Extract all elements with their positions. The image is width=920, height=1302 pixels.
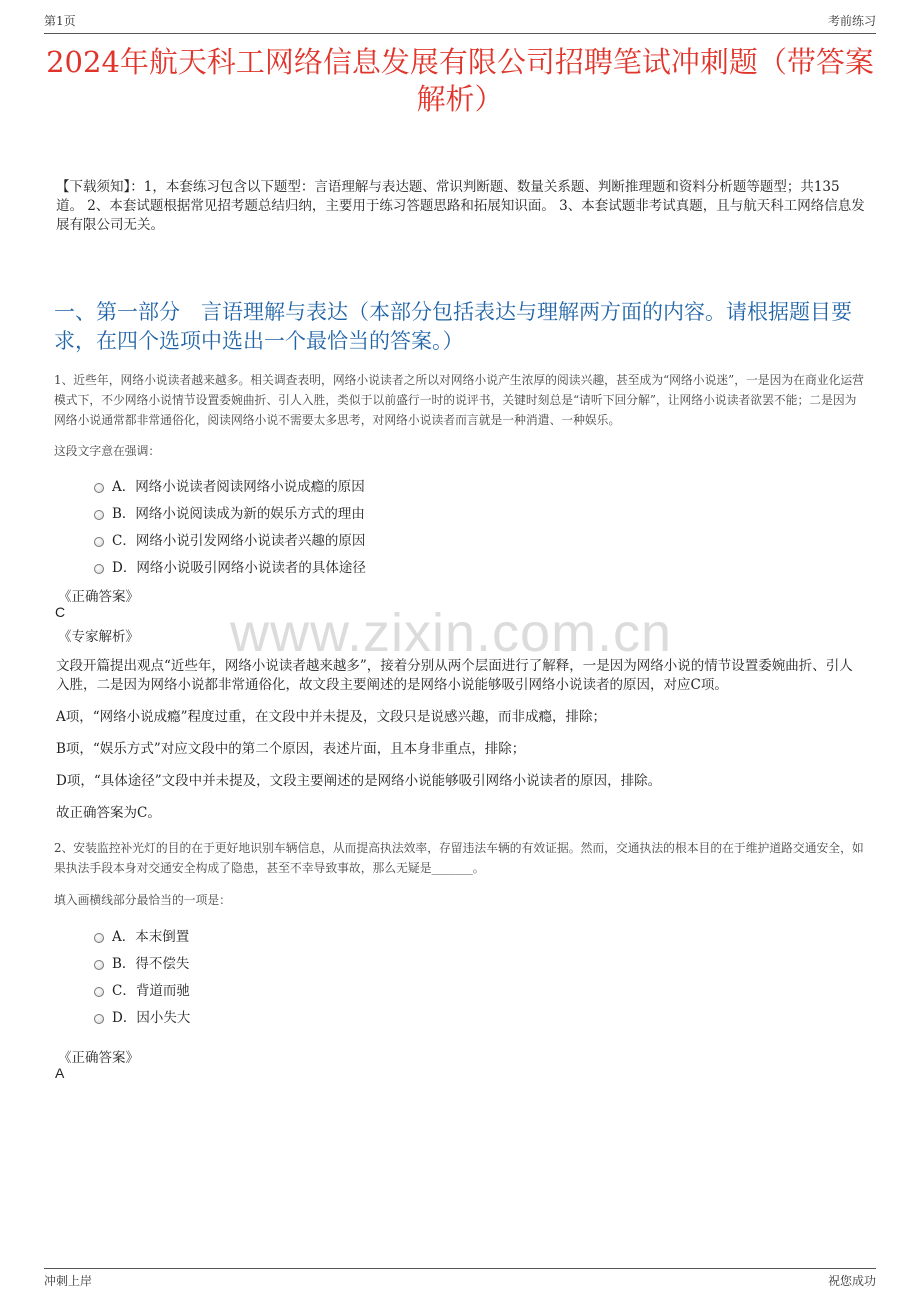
q1-option-b[interactable] (94, 501, 365, 523)
q1-option-c[interactable] (94, 528, 365, 550)
q1-answer-label: 《正确答案》 (58, 589, 139, 605)
option-label: C．背道而驰 (112, 983, 190, 999)
q1-analysis-label: 《专家解析》 (58, 629, 139, 645)
q1-option-a[interactable] (94, 474, 365, 496)
radio-icon[interactable] (94, 933, 104, 943)
download-notice: 【下载须知】：1，本套练习包含以下题型：言语理解与表达题、常识判断题、数量关系题、判断推理题和资料分析题等题型；共135道。 2、本套试题根据常见招考题总结归纳，主要用于练习答题思路和拓展知识面。 3、本套试题非考试真题，且与航天科工网络信息发展有限公司无关。 (56, 179, 865, 233)
option-label: A．本末倒置 (112, 929, 190, 945)
radio-icon[interactable] (94, 1014, 104, 1024)
q1-answer: C (55, 604, 66, 620)
q1-analysis-paragraph: A项，“网络小说成瘾”程度过重，在文段中并未提及，文段只是说感兴趣，而非成瘾，排除； (56, 709, 607, 725)
header-divider (44, 33, 876, 34)
option-label: C．网络小说引发网络小说读者兴趣的原因 (112, 533, 366, 549)
q1-option-d[interactable] (94, 555, 366, 577)
radio-icon[interactable] (94, 960, 104, 970)
section-heading: 一、第一部分 言语理解与表达（本部分包括表达与理解两方面的内容。请根据题目要求，在四个选项中选出一个最恰当的答案。） (54, 300, 852, 353)
option-label: D．因小失大 (112, 1010, 191, 1026)
radio-icon[interactable] (94, 483, 104, 493)
document-title: 2024年航天科工网络信息发展有限公司招聘笔试冲刺题（带答案解析） (46, 45, 874, 116)
option-label: A．网络小说读者阅读网络小说成瘾的原因 (112, 479, 365, 495)
q2-option-c[interactable] (94, 978, 190, 1000)
watermark: www.zixin.com.cn (230, 603, 673, 663)
option-label: B．网络小说阅读成为新的娱乐方式的理由 (112, 506, 365, 522)
option-label: D．网络小说吸引网络小说读者的具体途径 (112, 560, 366, 576)
footer-right: 祝您成功 (827, 1274, 876, 1288)
q1-analysis-paragraph: D项，“具体途径”文段中并未提及，文段主要阐述的是网络小说能够吸引网络小说读者的原因，排除。 (56, 773, 662, 789)
q2-answer: A (55, 1065, 65, 1081)
q1-analysis-paragraph: 文段开篇提出观点“近些年，网络小说读者越来越多”，接着分别从两个层面进行了解释，一是因为网络小说的情节设置委婉曲折、引人入胜，二是因为网络小说都非常通俗化，故文段主要阐述的是网络小说能够吸引网络小说读者的原因，对应C项。 (56, 658, 853, 693)
header-tag: 考前练习 (827, 14, 876, 28)
question-2-prompt: 填入画横线部分最恰当的一项是： (54, 893, 231, 907)
q2-option-a[interactable] (94, 924, 189, 946)
q1-analysis-paragraph: B项，“娱乐方式”对应文段中的第二个原因，表述片面，且本身非重点，排除； (56, 741, 526, 757)
q2-answer-label: 《正确答案》 (58, 1050, 139, 1066)
q2-option-d[interactable] (94, 1005, 190, 1027)
q1-analysis-paragraph: 故正确答案为C。 (56, 805, 161, 821)
question-1-text: 1、近些年，网络小说读者越来越多。相关调查表明，网络小说读者之所以对网络小说产生浓厚的阅读兴趣，甚至成为“网络小说迷”，一是因为在商业化运营模式下，不少网络小说情节设置委婉曲折、引人入胜，类似于以前盛行一时的说评书，关键时刻总是“请听下回分解”，让网络小说读者欲罢不能；二是因为网络小说通常都非常通俗化，阅读网络小说不需要太多思考，对网络小说读者而言就是一种消遣、一种娱乐。 (54, 373, 864, 427)
question-2-text: 2、安装监控补光灯的目的在于更好地识别车辆信息，从而提高执法效率，存留违法车辆的有效证据。然而，交通执法的根本目的在于维护道路交通安全，如果执法手段本身对交通安全构成了隐患，甚至不幸导致事故，那么无疑是_______。 (54, 841, 864, 875)
radio-icon[interactable] (94, 537, 104, 547)
option-label: B．得不偿失 (112, 956, 190, 972)
radio-icon[interactable] (94, 987, 104, 997)
question-1-prompt: 这段文字意在强调： (54, 444, 161, 458)
footer-divider (44, 1268, 876, 1269)
radio-icon[interactable] (94, 510, 104, 520)
q2-option-b[interactable] (94, 951, 189, 973)
footer-left: 冲刺上岸 (44, 1274, 93, 1288)
radio-icon[interactable] (94, 564, 104, 574)
page-number: 第1页 (44, 14, 76, 28)
